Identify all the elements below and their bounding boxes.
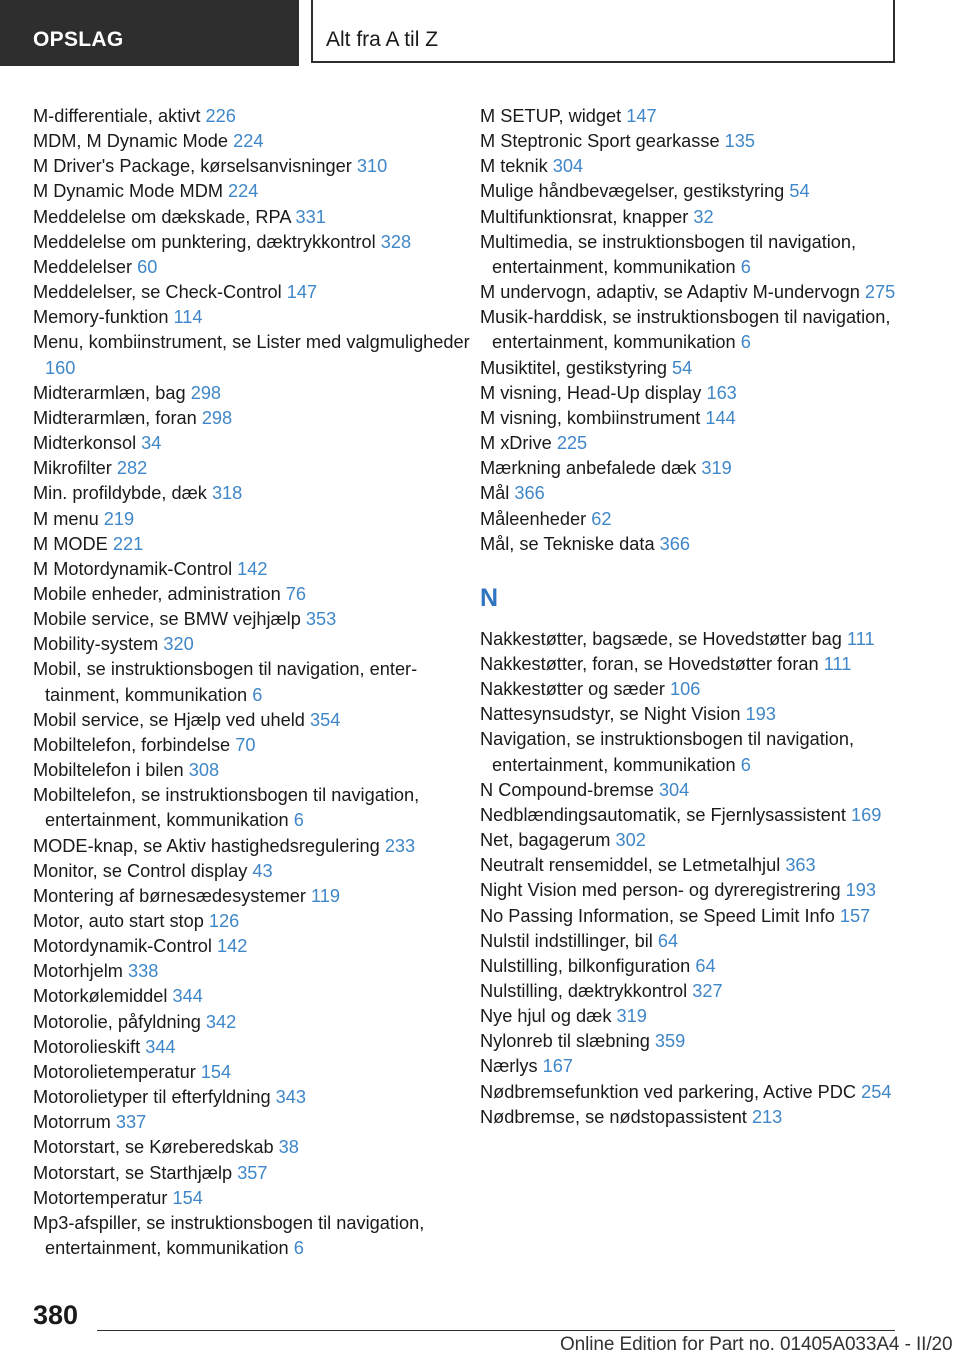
entry-page-link[interactable]: 319 xyxy=(701,458,732,479)
index-entry xyxy=(33,1186,473,1211)
entry-term: Motorhjelm xyxy=(33,961,123,982)
index-entry xyxy=(33,632,473,657)
entry-term: Motorolie, påfyldning xyxy=(33,1011,201,1032)
entry-page-link[interactable]: 224 xyxy=(228,181,259,202)
entry-page-link[interactable]: 366 xyxy=(514,483,545,504)
entry-page-link[interactable]: 254 xyxy=(861,1081,892,1102)
entry-term: M teknik xyxy=(480,156,548,177)
entry-page-link[interactable]: 226 xyxy=(205,106,236,126)
index-entry xyxy=(33,1161,473,1186)
footer-divider xyxy=(97,1330,895,1331)
entry-page-link[interactable]: 119 xyxy=(311,885,340,906)
index-entry xyxy=(480,305,920,355)
entry-page-link[interactable]: 302 xyxy=(615,830,646,851)
entry-page-link[interactable]: 304 xyxy=(552,156,584,177)
entry-term: Motorkølemiddel xyxy=(33,986,168,1007)
entry-term: M MODE xyxy=(33,533,108,554)
entry-page-link[interactable]: 169 xyxy=(851,804,882,825)
entry-page-link[interactable]: 319 xyxy=(616,1006,647,1027)
index-entry xyxy=(480,929,920,954)
index-entry xyxy=(33,406,473,431)
entry-term: Mobile service, se BMW vejhjælp xyxy=(33,609,301,630)
entry-term: M Motordynamik-Control xyxy=(33,558,233,579)
index-entry xyxy=(33,507,473,532)
index-entry xyxy=(480,481,920,506)
entry-term: Mobiltelefon, se instruktionsbogen til navigation, entertainment, kommunikation xyxy=(33,785,420,831)
entry-term: Musik-harddisk, se instruktionsbogen til navigation, entertainment, kommunikation xyxy=(480,307,891,353)
entry-term: Nylonreb til slæbning xyxy=(480,1031,650,1052)
entry-term: Mulige håndbevægelser, gestikstyring xyxy=(480,181,785,202)
index-entry xyxy=(480,1029,920,1054)
index-entry xyxy=(33,1060,473,1085)
index-entry xyxy=(33,456,473,481)
entry-term: Motorolietemperatur xyxy=(33,1061,196,1082)
index-entry xyxy=(33,708,473,733)
index-entry xyxy=(480,507,920,532)
entry-page-link[interactable]: 6 xyxy=(740,754,751,775)
entry-page-link[interactable]: 64 xyxy=(695,955,716,976)
index-entry xyxy=(33,255,473,280)
entry-term: Min. profildybde, dæk xyxy=(33,483,207,504)
entry-term: M xDrive xyxy=(480,433,552,454)
entry-page-link[interactable]: 144 xyxy=(705,407,736,428)
index-entry xyxy=(33,330,473,380)
entry-page-link[interactable]: 34 xyxy=(141,433,162,454)
entry-term: Midterarmlæn, foran xyxy=(33,407,197,428)
entry-term: Neutralt rensemiddel, se Letmetalhjul xyxy=(480,855,781,876)
entry-page-link[interactable]: 142 xyxy=(237,558,268,579)
index-entry xyxy=(33,959,473,984)
entry-term: Mobil, se instruktionsbogen til navigation, entertainment, kommunikation xyxy=(33,659,418,705)
index-entry xyxy=(33,1211,473,1261)
entry-page-link[interactable]: 135 xyxy=(724,131,756,152)
entry-page-link[interactable]: 328 xyxy=(380,231,412,252)
entry-page-link[interactable]: 154 xyxy=(172,1187,203,1208)
index-entry xyxy=(33,1135,473,1160)
index-entry xyxy=(33,1110,473,1135)
entry-page-link[interactable]: 6 xyxy=(293,1238,304,1259)
entry-page-link[interactable]: 147 xyxy=(286,282,318,303)
entry-term: Nattesynsudstyr, se Night Vision xyxy=(480,704,741,725)
index-entry xyxy=(33,657,473,707)
entry-page-link[interactable]: 357 xyxy=(237,1162,268,1183)
entry-page-link[interactable]: 160 xyxy=(45,357,76,378)
index-entry xyxy=(33,280,473,305)
index-entry xyxy=(480,356,920,381)
index-entry xyxy=(33,607,473,632)
entry-term: Mp3-afspiller, se instruktionsbogen til navigation, entertainment, kommunikation xyxy=(33,1212,425,1259)
page-number: 380 xyxy=(33,1300,79,1330)
index-entry xyxy=(480,1004,920,1029)
entry-term: Nødbremse, se nødstopassistent xyxy=(480,1106,747,1127)
entry-page-link[interactable]: 54 xyxy=(672,357,693,378)
entry-page-link[interactable]: 354 xyxy=(310,709,341,730)
index-entry xyxy=(480,154,920,179)
index-entry xyxy=(480,532,920,557)
index-entry xyxy=(480,677,920,702)
index-entry xyxy=(480,431,920,456)
chapter-title: Alt fra A til Z xyxy=(311,0,895,63)
entry-page-link[interactable]: 327 xyxy=(692,981,723,1001)
index-entry xyxy=(480,803,920,828)
entry-term: No Passing Information, se Speed Limit Info xyxy=(480,905,835,926)
entry-page-link[interactable]: 64 xyxy=(657,930,679,951)
entry-page-link[interactable]: 147 xyxy=(626,106,657,126)
entry-term: Motorstart, se Starthjælp xyxy=(33,1162,233,1183)
index-entry xyxy=(33,230,473,255)
entry-page-link[interactable]: 318 xyxy=(211,483,243,504)
index-entry xyxy=(480,652,920,677)
entry-term: Meddelelse om punktering, dæktrykkontrol xyxy=(33,231,376,252)
index-entry xyxy=(33,834,473,859)
index-entry xyxy=(33,154,473,179)
index-entry xyxy=(480,230,920,280)
index-entry xyxy=(480,456,920,481)
footer-edition: Online Edition for Part no. 01405A033A4 - II/20 xyxy=(560,1334,953,1355)
index-entry xyxy=(480,878,920,903)
entry-term: Nakkestøtter og sæder xyxy=(480,679,665,700)
entry-page-link[interactable]: 363 xyxy=(785,855,816,876)
entry-page-link[interactable]: 43 xyxy=(252,860,273,881)
entry-page-link[interactable]: 342 xyxy=(205,1011,237,1032)
entry-page-link[interactable]: 233 xyxy=(384,835,416,856)
entry-term: Måleenheder xyxy=(480,508,587,529)
index-entry xyxy=(480,129,920,154)
entry-term: Nulstilling, dæktrykkontrol xyxy=(480,981,688,1001)
index-entry xyxy=(480,979,920,1004)
index-entry xyxy=(33,934,473,959)
entry-term: M visning, kombiinstrument xyxy=(480,407,701,428)
index-entry xyxy=(33,909,473,934)
index-entry xyxy=(33,205,473,230)
entry-term: Nakkestøtter, foran, se Hovedstøtter foran xyxy=(480,653,819,674)
index-entry xyxy=(33,129,473,154)
entry-term: M menu xyxy=(33,508,99,529)
index-entry xyxy=(480,627,920,652)
entry-term: Menu, kombiinstrument, se Lister med valgmuligheder xyxy=(33,332,470,353)
index-entry xyxy=(480,828,920,853)
entry-term: Navigation, se instruktionsbogen til navigation, entertainment, kommunikation xyxy=(480,729,855,775)
index-column-right xyxy=(480,104,920,1130)
index-entry xyxy=(480,381,920,406)
entry-term: Mobil service, se Hjælp ved uheld xyxy=(33,709,305,730)
index-entry xyxy=(33,381,473,406)
entry-term: Meddelelser xyxy=(33,256,133,277)
entry-term: M visning, Head-Up display xyxy=(480,382,702,403)
index-entry xyxy=(480,280,920,305)
index-entry xyxy=(33,532,473,557)
index-entry xyxy=(33,431,473,456)
entry-term: M Dynamic Mode MDM xyxy=(33,181,223,202)
entry-page-link[interactable]: 359 xyxy=(654,1031,686,1052)
entry-page-link[interactable]: 298 xyxy=(201,407,233,428)
entry-term: Nedblændingsautomatik, se Fjernlysassistent xyxy=(480,804,846,825)
index-entry xyxy=(33,104,473,129)
index-entry xyxy=(33,179,473,204)
entry-term: Mobiltelefon i bilen xyxy=(33,760,184,781)
entry-page-link[interactable]: 111 xyxy=(846,628,875,649)
index-column-left xyxy=(33,104,473,1261)
index-entry xyxy=(33,758,473,783)
index-entry xyxy=(33,582,473,607)
entry-page-link[interactable]: 224 xyxy=(233,131,264,152)
index-entry xyxy=(33,859,473,884)
index-entry xyxy=(33,984,473,1009)
entry-term: M SETUP, widget xyxy=(480,106,622,126)
entry-term: Nødbremsefunktion ved parkering, Active PDC xyxy=(480,1081,857,1102)
index-entry xyxy=(480,205,920,230)
index-entry xyxy=(33,733,473,758)
index-entry xyxy=(33,305,473,330)
index-entry xyxy=(480,727,920,777)
entry-term: Motordynamik-Control xyxy=(33,936,212,957)
entry-term: Motorstart, se Køreberedskab xyxy=(33,1137,274,1158)
entry-page-link[interactable]: 6 xyxy=(740,256,751,277)
entry-page-link[interactable]: 275 xyxy=(864,282,896,303)
entry-page-link[interactable]: 308 xyxy=(188,760,220,781)
entry-term: M-differentiale, aktivt xyxy=(33,106,201,126)
entry-page-link[interactable]: 298 xyxy=(190,382,222,403)
entry-page-link[interactable]: 353 xyxy=(305,609,337,630)
entry-term: Nye hjul og dæk xyxy=(480,1006,612,1027)
index-entry xyxy=(480,702,920,727)
entry-page-link[interactable]: 304 xyxy=(658,779,690,800)
index-entry xyxy=(33,1035,473,1060)
page-header xyxy=(0,0,960,66)
entry-term: Mål, se Tekniske data xyxy=(480,533,655,554)
entry-page-link[interactable]: 344 xyxy=(172,986,203,1007)
entry-page-link[interactable]: 193 xyxy=(745,704,776,725)
entry-page-link[interactable]: 6 xyxy=(293,810,304,831)
entry-page-link[interactable]: 167 xyxy=(542,1056,574,1077)
entry-term: MODE-knap, se Aktiv hastighedsregulering xyxy=(33,835,380,856)
entry-page-link[interactable]: 142 xyxy=(216,936,248,957)
entry-term: M Driver's Package, kørselsanvisninger xyxy=(33,156,352,177)
entry-term: Mobiltelefon, forbindelse xyxy=(33,734,231,755)
entry-page-link[interactable]: 70 xyxy=(235,734,256,755)
entry-page-link[interactable]: 114 xyxy=(173,307,203,328)
entry-term: MDM, M Dynamic Mode xyxy=(33,131,229,152)
entry-page-link[interactable]: 310 xyxy=(356,156,388,177)
entry-term: M undervogn, adaptiv, se Adaptiv M-undervogn xyxy=(480,282,860,303)
section-tab: OPSLAG xyxy=(0,0,299,66)
index-group-m xyxy=(480,104,920,557)
entry-page-link[interactable]: 62 xyxy=(591,508,612,529)
entry-page-link[interactable]: 331 xyxy=(295,206,326,227)
entry-page-link[interactable]: 6 xyxy=(252,684,263,705)
index-entry xyxy=(480,1105,920,1130)
index-group-n xyxy=(480,627,920,1130)
entry-page-link[interactable]: 54 xyxy=(789,181,810,202)
entry-page-link[interactable]: 126 xyxy=(208,911,240,931)
entry-page-link[interactable]: 344 xyxy=(145,1036,176,1057)
entry-page-link[interactable]: 221 xyxy=(112,533,144,554)
entry-term: Midterarmlæn, bag xyxy=(33,382,186,403)
entry-term: Nulstilling, bilkonfiguration xyxy=(480,955,691,976)
entry-term: Motorrum xyxy=(33,1112,111,1133)
entry-page-link[interactable]: 111 xyxy=(823,653,852,674)
entry-term: Memory-funktion xyxy=(33,307,169,328)
index-entry xyxy=(33,783,473,833)
index-entry xyxy=(33,884,473,909)
index-entry xyxy=(33,1010,473,1035)
entry-term: M Steptronic Sport gearkasse xyxy=(480,131,720,152)
entry-term: Montering af børnesædesystemer xyxy=(33,885,306,906)
index-entry xyxy=(33,1085,473,1110)
entry-term: Mobility-system xyxy=(33,634,159,655)
index-entry xyxy=(480,1054,920,1079)
section-letter: N xyxy=(480,583,499,612)
entry-page-link[interactable]: 163 xyxy=(706,382,737,403)
entry-term: Net, bagagerum xyxy=(480,830,611,851)
index-entry xyxy=(480,179,920,204)
entry-page-link[interactable]: 320 xyxy=(163,634,194,655)
entry-page-link[interactable]: 219 xyxy=(103,508,135,529)
entry-page-link[interactable]: 38 xyxy=(278,1137,299,1158)
entry-page-link[interactable]: 32 xyxy=(693,206,714,227)
entry-term: Monitor, se Control display xyxy=(33,860,248,881)
index-entry xyxy=(480,778,920,803)
entry-term: Mærkning anbefalede dæk xyxy=(480,458,697,479)
entry-page-link[interactable]: 225 xyxy=(556,433,588,454)
index-entry xyxy=(480,904,920,929)
entry-page-link[interactable]: 282 xyxy=(116,458,148,479)
entry-term: Midterkonsol xyxy=(33,433,137,454)
index-entry xyxy=(480,954,920,979)
entry-term: Mobile enheder, administration xyxy=(33,583,281,604)
entry-term: Musiktitel, gestikstyring xyxy=(480,357,667,378)
entry-term: Night Vision med person- og dyreregistrering xyxy=(480,880,841,901)
entry-term: Motor, auto start stop xyxy=(33,911,204,931)
entry-term: Multimedia, se instruktionsbogen til navigation, entertainment, kommunikation xyxy=(480,231,857,277)
entry-page-link[interactable]: 366 xyxy=(659,533,690,554)
entry-page-link[interactable]: 343 xyxy=(275,1087,306,1108)
entry-page-link[interactable]: 60 xyxy=(137,256,158,277)
entry-term: N Compound-bremse xyxy=(480,779,654,800)
index-entry xyxy=(33,557,473,582)
entry-page-link[interactable]: 154 xyxy=(200,1061,232,1082)
index-entry xyxy=(480,853,920,878)
entry-page-link[interactable]: 213 xyxy=(751,1106,783,1127)
entry-term: Mål xyxy=(480,483,510,504)
index-entry xyxy=(480,1080,920,1105)
entry-term: Motortemperatur xyxy=(33,1187,168,1208)
index-entry xyxy=(33,481,473,506)
index-entry xyxy=(480,104,920,129)
entry-term: Meddelelser, se Check-Control xyxy=(33,282,282,303)
entry-term: Mikrofilter xyxy=(33,458,112,479)
entry-term: Nulstil indstillinger, bil xyxy=(480,930,653,951)
entry-page-link[interactable]: 337 xyxy=(115,1112,147,1133)
entry-term: Nakkestøtter, bagsæde, se Hovedstøtter bag xyxy=(480,628,842,649)
entry-page-link[interactable]: 157 xyxy=(839,905,871,926)
entry-page-link[interactable]: 338 xyxy=(128,961,159,982)
entry-term: Motorolietyper til efterfyldning xyxy=(33,1087,271,1108)
entry-page-link[interactable]: 76 xyxy=(285,583,306,604)
entry-page-link[interactable]: 193 xyxy=(845,880,876,901)
index-entry xyxy=(480,406,920,431)
entry-term: Nærlys xyxy=(480,1056,538,1077)
entry-term: Multifunktionsrat, knapper xyxy=(480,206,689,227)
entry-term: Meddelelse om dækskade, RPA xyxy=(33,206,291,227)
entry-term: Motorolieskift xyxy=(33,1036,141,1057)
entry-page-link[interactable]: 6 xyxy=(740,332,751,353)
entry-page-link[interactable]: 106 xyxy=(670,679,701,700)
